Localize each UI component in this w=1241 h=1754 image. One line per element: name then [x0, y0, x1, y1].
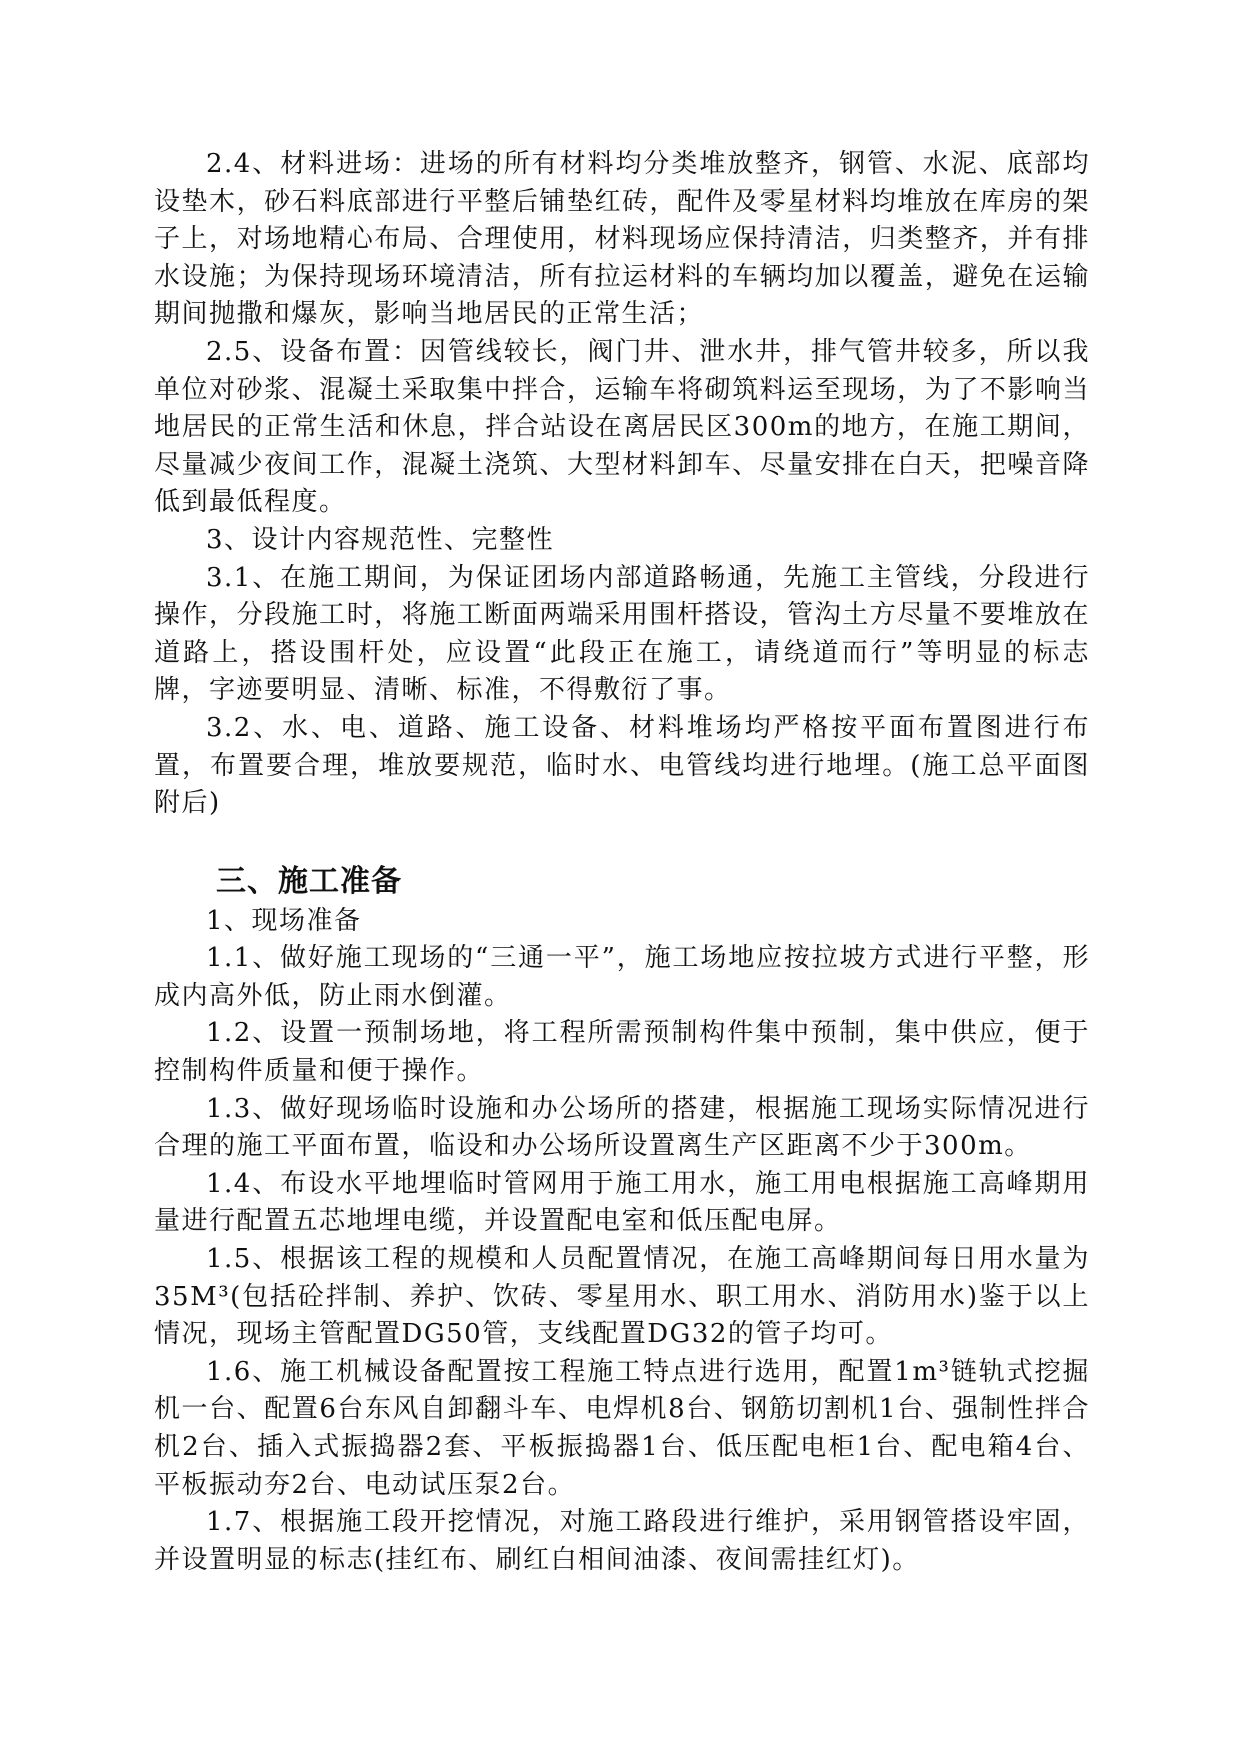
paragraph-3-1: 3.1、在施工期间，为保证团场内部道路畅通，先施工主管线，分段进行操作，分段施工时，将施工断面两端采用围杆搭设，管沟土方尽量不要堆放在道路上，搭设围杆处，应设置“此段正在施工，请绕道而行”等明显的标志牌，字迹要明显、清晰、标准，不得敷衍了事。: [154, 562, 1090, 706]
paragraph-1-4: 1.4、布设水平地埋临时管网用于施工用水，施工用电根据施工高峰期用量进行配置五芯地埋电缆，并设置配电室和低压配电屏。: [154, 1168, 1090, 1237]
paragraph-2-5: 2.5、设备布置：因管线较长，阀门井、泄水井，排气管井较多，所以我单位对砂浆、混凝土采取集中拌合，运输车将砌筑料运至现场，为了不影响当地居民的正常生活和休息，拌合站设在离居民区300m的地方，在施工期间，尽量减少夜间工作，混凝土浇筑、大型材料卸车、尽量安排在白天，把噪音降低到最低程度。: [154, 336, 1090, 518]
paragraph-1-2: 1.2、设置一预制场地，将工程所需预制构件集中预制，集中供应，便于控制构件质量和便于操作。: [154, 1018, 1090, 1087]
paragraph-1-heading: 1、现场准备: [206, 905, 362, 936]
paragraph-3-2: 3.2、水、电、道路、施工设备、材料堆场均严格按平面布置图进行布置，布置要合理，堆放要规范，临时水、电管线均进行地埋。(施工总平面图附后): [154, 712, 1090, 819]
paragraph-1-1: 1.1、做好施工现场的“三通一平”，施工场地应按拉坡方式进行平整，形成内高外低，防止雨水倒灌。: [154, 943, 1090, 1011]
paragraph-1-5: 1.5、根据该工程的规模和人员配置情况，在施工高峰期间每日用水量为35M³(包括砼拌制、养护、饮砖、零星用水、职工用水、消防用水)鉴于以上情况，现场主管配置DG50管，支线配置DG32的管子均可。: [154, 1244, 1090, 1350]
paragraph-1-7: 1.7、根据施工段开挖情况，对施工路段进行维护，采用钢管搭设牢固，并设置明显的标志(挂红布、刷红白相间油漆、夜间需挂红灯)。: [154, 1507, 1090, 1575]
paragraph-2-4: 2.4、材料进场：进场的所有材料均分类堆放整齐，钢管、水泥、底部均设垫木，砂石料底部进行平整后铺垫红砖，配件及零星材料均堆放在库房的架子上，对场地精心布局、合理使用，材料现场应保持清洁，归类整齐，并有排水设施；为保持现场环境清洁，所有拉运材料的车辆均加以覆盖，避免在运输期间抛撒和爆灰，影响当地居民的正常生活；: [154, 149, 1090, 330]
document-page: [154, 146, 1090, 1579]
paragraph-1-3: 1.3、做好现场临时设施和办公场所的搭建，根据施工现场实际情况进行合理的施工平面布置，临设和办公场所设置离生产区距离不少于300m。: [154, 1093, 1090, 1162]
paragraph-1-6: 1.6、施工机械设备配置按工程施工特点进行选用，配置1m³链轨式挖掘机一台、配置6台东风自卸翻斗车、电焊机8台、钢筋切割机1台、强制性拌合机2台、插入式振捣器2套、平板振捣器1台、低压配电柜1台、配电箱4台、平板振动夯2台、电动试压泵2台。: [154, 1356, 1090, 1500]
section-heading: 三、施工准备: [216, 863, 402, 899]
paragraph-3-heading: 3、设计内容规范性、完整性: [206, 524, 555, 555]
